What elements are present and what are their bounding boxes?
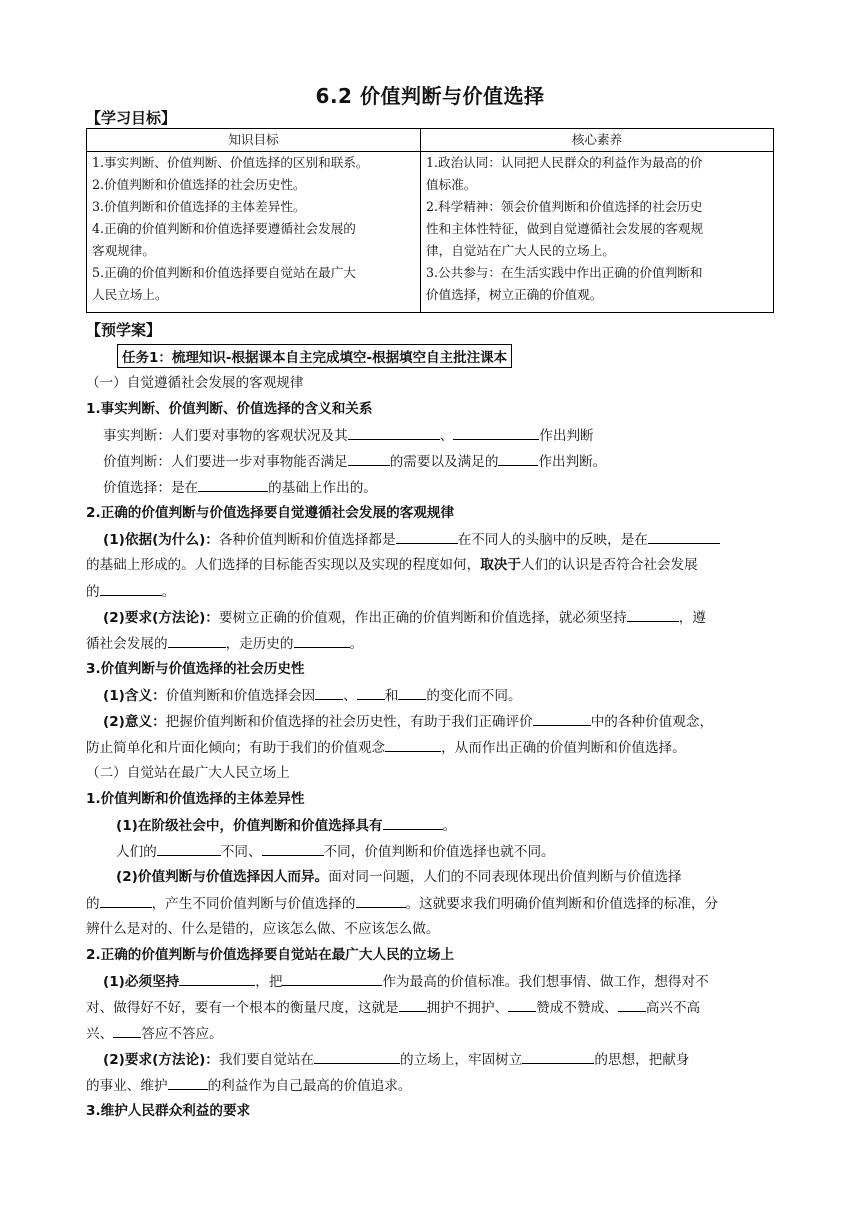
fill-blank[interactable] [396,529,458,544]
basis-text: 在不同人的头脑中的反映，是在 [457,532,648,548]
core-literacy-line: 性和主体性特征，做到自觉遵循社会发展的客观规 [426,221,704,236]
knowledge-goal-line: 3.价值判断和价值选择的主体差异性。 [92,199,306,214]
fill-blank[interactable] [168,1075,208,1090]
individual-difference-text: ，产生不同价值判断与价值选择的 [151,896,356,912]
basis-text: 的 [86,584,100,600]
significance-text: 中的各种价值观念， [590,714,714,730]
basis-line-2 [86,555,698,575]
value-judgment-text: 价值判断：人们要进一步对事物能否满足 [103,454,348,470]
must-uphold-text: ，把 [255,974,283,990]
fact-judgment-sep: 、 [439,428,454,444]
method-text: 我们要自觉站在 [218,1052,315,1068]
requirement-text: 循社会发展的 [86,636,168,652]
requirement-text: 。 [349,636,364,652]
fill-blank[interactable] [294,633,350,648]
class-difference-bold: (1)在阶级社会中，价值判断和价值选择具有 [116,818,383,834]
fill-blank[interactable] [453,425,539,440]
requirement-text: 要树立正确的价值观，作出正确的价值判断和价值选择，就必须坚持 [218,610,627,626]
significance-line-2 [86,737,686,758]
part1-heading: （一）自觉遵循社会发展的客观规律 [86,375,304,391]
part1-heading-3: 3.价值判断与价值选择的社会历史性 [86,661,305,677]
fill-blank[interactable] [383,815,443,830]
fill-blank[interactable] [356,893,406,908]
basis-label: (1)依据(为什么)： [103,532,219,548]
basis-text: 。 [161,584,176,600]
core-literacy-cell [421,152,774,313]
must-uphold-text: 高兴不高 [645,1000,701,1016]
goals-col1-header: 知识目标 [87,129,421,152]
fill-blank[interactable] [100,893,152,908]
core-literacy-line: 律，自觉站在广大人民的立场上。 [426,243,615,258]
must-uphold-line-3 [86,1023,223,1044]
page-title: 6.2 价值判断与价值选择 [315,84,545,108]
must-uphold-text: 答应不答应。 [141,1026,223,1042]
basis-bold: 取决于 [480,557,521,573]
core-literacy-line: 2.科学精神：领会价值判断和价值选择的社会历史 [426,199,703,214]
individual-difference-bold: (2)价值判断与价值选择因人而异。 [116,869,329,885]
difference-reason-text: 不同、 [220,844,262,860]
part1-heading-1: 1.事实判断、价值判断、价值选择的含义和关系 [86,401,373,417]
core-literacy-line: 值标准。 [426,177,477,192]
significance-text: 防止简单化和片面化倾向；有助于我们的价值观念 [86,740,386,756]
value-choice-end: 的基础上作出的。 [268,480,377,496]
individual-difference-text: 的 [86,896,100,912]
fill-blank[interactable] [179,971,255,986]
core-literacy-line: 价值选择，树立正确的价值观。 [426,287,603,302]
value-judgment-line [103,451,606,472]
task1-box: 任务1：梳理知识-根据课本自主完成填空-根据填空自主批注课本 [117,344,512,368]
fill-blank[interactable] [100,581,162,596]
fill-blank[interactable] [533,711,591,726]
individual-difference-text: 面对同一问题，人们的不同表现体现出价值判断与价值选择 [328,869,682,885]
must-uphold-text: 兴、 [86,1026,114,1042]
basis-text: 各种价值判断和价值选择都是 [218,532,396,548]
goals-table-header-row [87,129,774,152]
method-text: 的立场上，牢固树立 [400,1052,523,1068]
knowledge-goal-line: 客观规律。 [92,243,155,258]
fact-judgment-end: 作出判断 [539,428,594,444]
fill-blank[interactable] [314,1049,400,1064]
goals-table [86,128,774,313]
knowledge-goal-line: 人民立场上。 [92,287,168,302]
fill-blank[interactable] [508,997,536,1012]
requirement-line-2 [86,633,363,654]
fill-blank[interactable] [348,425,440,440]
class-difference-line [116,815,456,836]
difference-reason-text: 不同，价值判断和价值选择也就不同。 [323,844,555,860]
must-uphold-line-1 [103,971,709,992]
significance-line-1 [103,711,713,732]
part2-heading-2: 2.正确的价值判断与价值选择要自觉站在最广大人民的立场上 [86,947,455,963]
method-text: 的利益作为自己最高的价值追求。 [207,1078,412,1094]
meaning-text: 、 [343,688,357,704]
knowledge-goals-cell [87,152,421,313]
core-literacy-line: 1.政治认同：认同把人民群众的利益作为最高的价 [426,155,703,170]
fill-blank[interactable] [198,477,268,492]
fill-blank[interactable] [399,997,427,1012]
knowledge-goal-line: 2.价值判断和价值选择的社会历史性。 [92,177,306,192]
fill-blank[interactable] [498,451,538,466]
must-uphold-line-2 [86,997,700,1018]
must-uphold-text: 拥护不拥护、 [426,1000,509,1016]
fill-blank[interactable] [357,685,385,700]
difference-reason-text: 人们的 [116,844,157,860]
meaning-text: 的变化而不同。 [426,688,522,704]
method-line-1 [103,1049,690,1070]
must-uphold-text: 对、做得好不好，要有一个根本的衡量尺度，这就是 [86,1000,399,1016]
fill-blank[interactable] [627,607,679,622]
significance-text: ，从而作出正确的价值判断和价值选择。 [441,740,686,756]
basis-text: 的基础上形成的。人们选择的目标能否实现以及实现的程度如何， [86,557,481,573]
meaning-line [103,685,522,706]
significance-label: (2)意义： [103,714,166,730]
part2-heading: （二）自觉站在最广大人民立场上 [86,765,290,781]
difference-reason-line [116,841,555,862]
fill-blank[interactable] [398,685,426,700]
fill-blank[interactable] [522,1049,594,1064]
part2-heading-1: 1.价值判断和价值选择的主体差异性 [86,791,305,807]
fact-judgment-line [103,425,594,446]
meaning-text: 价值判断和价值选择会因 [165,688,316,704]
fill-blank[interactable] [157,841,221,856]
must-uphold-bold: (1)必须坚持 [103,974,180,990]
fill-blank[interactable] [168,633,226,648]
basis-text: 人们的认识是否符合社会发展 [521,557,698,573]
value-choice-line [103,477,377,498]
fill-blank[interactable] [262,841,324,856]
method-text: 的事业、维护 [86,1078,168,1094]
fill-blank[interactable] [385,737,441,752]
section-heading-goals: 【学习目标】 [86,109,177,127]
must-uphold-text: 赞成不赞成、 [536,1000,618,1016]
fill-blank[interactable] [348,451,390,466]
individual-difference-line-3: 辨什么是对的、什么是错的，应该怎么做、不应该怎么做。 [86,921,440,937]
individual-difference-line-2 [86,893,718,914]
knowledge-goal-line: 1.事实判断、价值判断、价值选择的区别和联系。 [92,155,369,170]
requirement-label: (2)要求(方法论)： [103,610,219,626]
method-line-2 [86,1075,411,1096]
goals-table-row [87,152,774,313]
basis-line-3 [86,581,175,602]
meaning-text: 和 [384,688,399,704]
knowledge-goal-line: 4.正确的价值判断和价值选择要遵循社会发展的 [92,221,356,236]
must-uphold-text: 作为最高的价值标准。我们想事情、做工作，想得对不 [382,974,709,990]
part2-heading-3: 3.维护人民群众利益的要求 [86,1103,251,1119]
fill-blank[interactable] [282,971,382,986]
method-text: 的思想，把献身 [594,1052,690,1068]
class-difference-end: 。 [442,818,457,834]
requirement-line-1 [103,607,706,628]
method-label: (2)要求(方法论)： [103,1052,219,1068]
fill-blank[interactable] [315,685,343,700]
fact-judgment-text: 事实判断：人们要对事物的客观状况及其 [103,428,348,444]
individual-difference-line-1 [116,867,682,887]
fill-blank[interactable] [648,529,720,544]
requirement-text: ，走历史的 [225,636,294,652]
individual-difference-text: 。这就要求我们明确价值判断和价值选择的标准，分 [405,896,719,912]
fill-blank[interactable] [618,997,646,1012]
core-literacy-line: 3.公共参与：在生活实践中作出正确的价值判断和 [426,265,703,280]
basis-line-1 [103,529,720,550]
fill-blank[interactable] [113,1023,141,1038]
goals-col2-header: 核心素养 [421,129,774,152]
knowledge-goal-line: 5.正确的价值判断和价值选择要自觉站在最广大 [92,265,356,280]
requirement-text: ，遵 [678,610,706,626]
value-choice-text: 价值选择：是在 [103,480,199,496]
section-heading-preview: 【预学案】 [86,321,162,339]
meaning-label: (1)含义： [103,688,166,704]
significance-text: 把握价值判断和价值选择的社会历史性，有助于我们正确评价 [165,714,533,730]
value-judgment-end: 作出判断。 [538,454,607,470]
value-judgment-mid: 的需要以及满足的 [389,454,499,470]
part1-heading-2: 2.正确的价值判断与价值选择要自觉遵循社会发展的客观规律 [86,505,455,521]
